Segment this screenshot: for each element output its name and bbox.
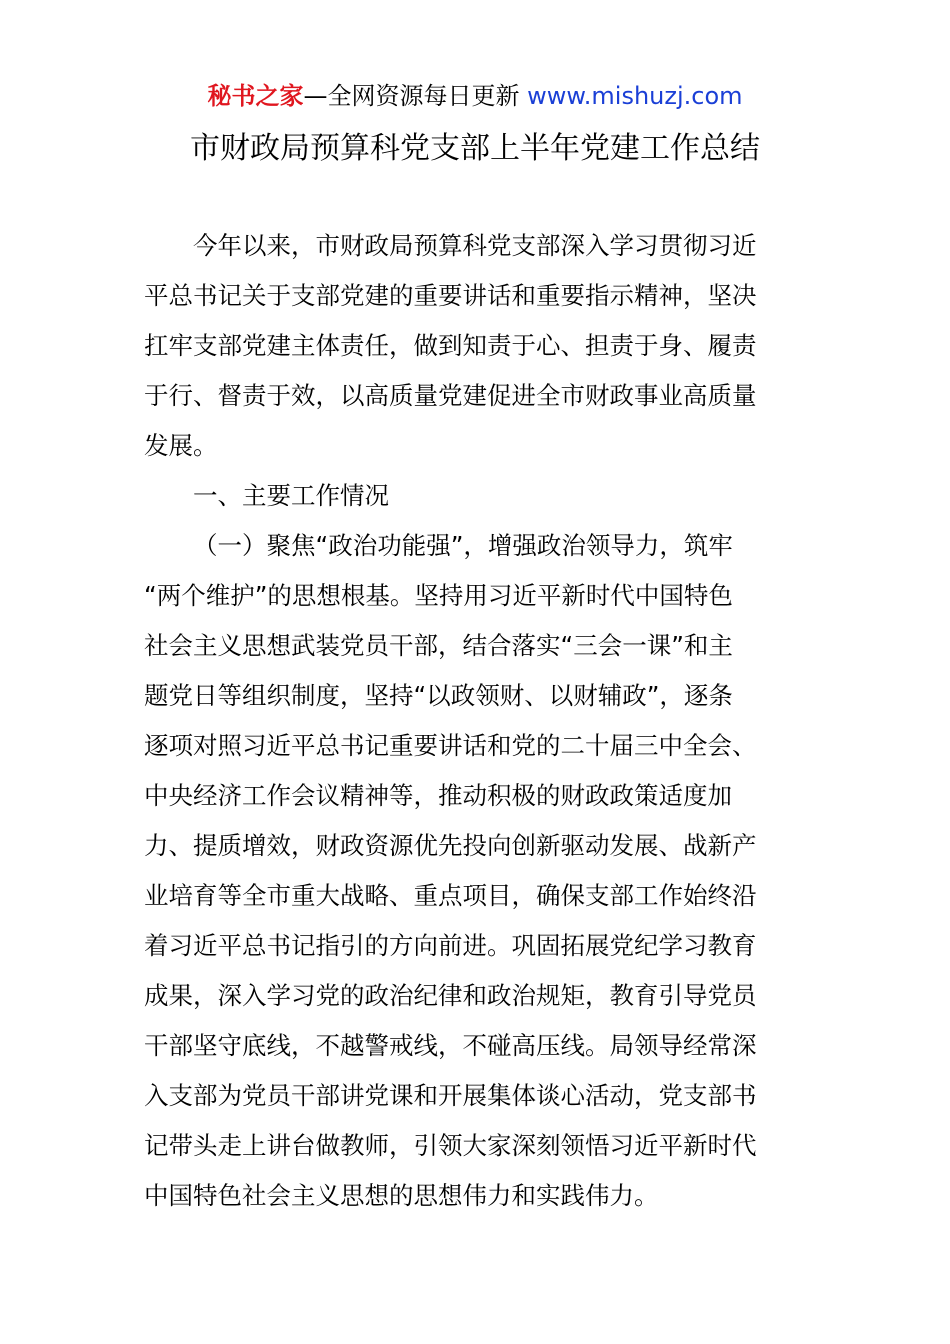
heading-line: 一、主要工作情况: [193, 481, 389, 510]
text-line: “两个维护”的思想根基。坚持用习近平新时代中国特色: [144, 581, 733, 610]
text-line: 干部坚守底线，不越警戒线，不碰高压线。局领导经常深: [144, 1031, 757, 1060]
site-url[interactable]: www.mishuzj.com: [527, 82, 743, 110]
site-brand: 秘书之家: [207, 82, 304, 110]
text-line: 于行、督责于效，以高质量党建促进全市财政事业高质量: [144, 381, 757, 410]
text-line: 记带头走上讲台做教师，引领大家深刻领悟习近平新时代: [144, 1131, 757, 1160]
text-line: 社会主义思想武装党员干部，结合落实“三会一课”和主: [144, 631, 733, 660]
document-title: 市财政局预算科党支部上半年党建工作总结: [190, 131, 760, 166]
text-line: 逐项对照习近平总书记重要讲话和党的二十届三中全会、: [144, 731, 757, 760]
text-line: 入支部为党员干部讲党课和开展集体谈心活动，党支部书: [144, 1081, 757, 1110]
text-line: 平总书记关于支部党建的重要讲话和重要指示精神，坚决: [144, 281, 757, 310]
text-line: 中国特色社会主义思想的思想伟力和实践伟力。: [144, 1181, 659, 1210]
text-line: 成果，深入学习党的政治纪律和政治规矩，教育引导党员: [144, 981, 757, 1010]
document-body: [144, 221, 808, 1221]
text-line: 今年以来，市财政局预算科党支部深入学习贯彻习近: [193, 231, 757, 260]
paragraph-intro: [144, 221, 808, 471]
text-line: 发展。: [144, 431, 218, 460]
text-line: 题党日等组织制度，坚持“以政领财、以财辅政”，逐条: [144, 681, 733, 710]
text-line: （一）聚焦“政治功能强”，增强政治领导力，筑牢: [193, 531, 733, 560]
section-heading: [144, 471, 808, 521]
text-line: 业培育等全市重大战略、重点项目，确保支部工作始终沿: [144, 881, 757, 910]
site-header: [0, 78, 950, 114]
text-line: 力、提质增效，财政资源优先投向创新驱动发展、战新产: [144, 831, 757, 860]
text-line: 中央经济工作会议精神等，推动积极的财政政策适度加: [144, 781, 732, 810]
paragraph-section-1: [144, 521, 808, 1221]
text-line: 着习近平总书记指引的方向前进。巩固拓展党纪学习教育: [144, 931, 757, 960]
site-slogan: —全网资源每日更新: [303, 82, 520, 110]
text-line: 扛牢支部党建主体责任，做到知责于心、担责于身、履责: [144, 331, 757, 360]
